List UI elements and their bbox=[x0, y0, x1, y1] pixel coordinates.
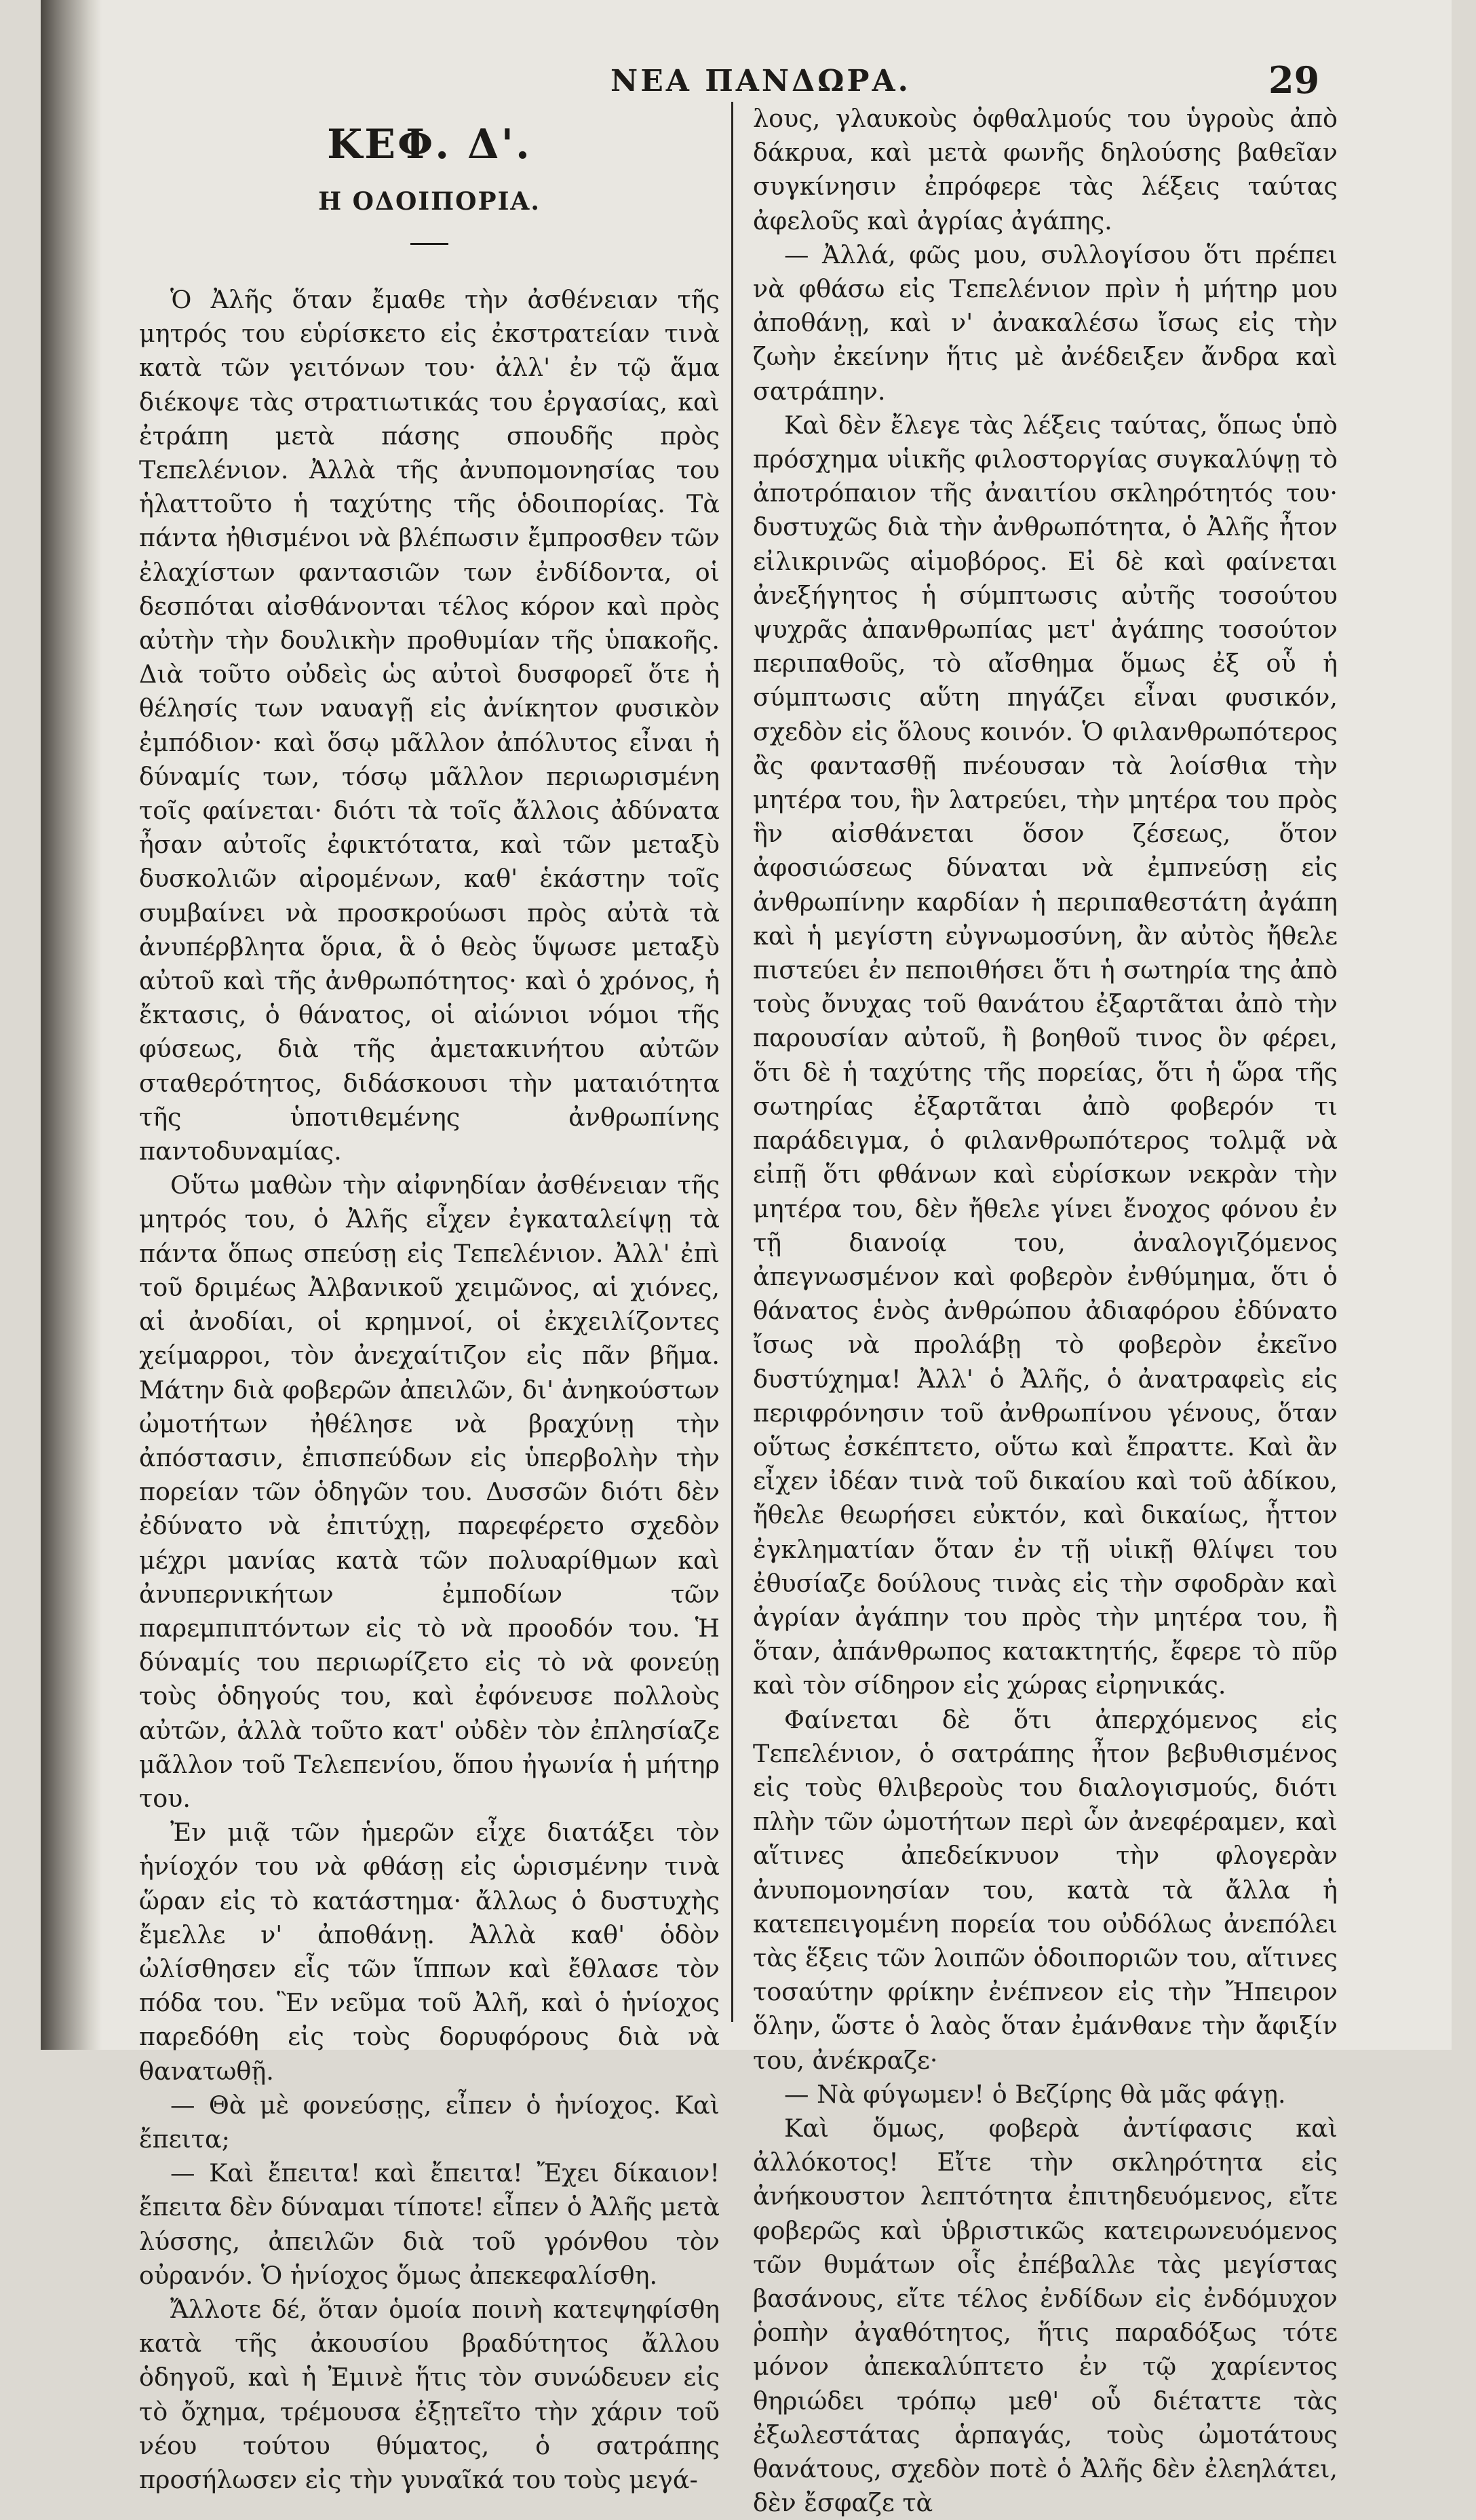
running-header bbox=[0, 58, 1476, 106]
chapter-title: ΚΕΦ. Δ'. bbox=[327, 121, 532, 168]
page-number: 29 bbox=[1268, 58, 1320, 102]
paragraph: Οὕτω μαθὼν τὴν αἰφνηδίαν ἀσθένειαν τῆς μητρός του, ὁ Ἀλῆς εἶχεν ἐγκαταλείψῃ τὰ πάντα ὅπως σπεύσῃ εἰς Τεπελένιον. Ἀλλ' ἐπὶ τοῦ δριμέως Ἀλβανικοῦ χειμῶνος, αἱ χιόνες, αἱ ἀνοδίαι, οἱ κρημνοί, οἱ ἐκχειλίζοντες χείμαρροι, τὸν ἀνεχαίτιζον εἰς πᾶν βῆμα. Μάτην διὰ φοβερῶν ἀπειλῶν, δι' ἀνηκούστων ὠμοτήτων ἠθέλησε νὰ βραχύνῃ τὴν ἀπόστασιν, ἐπισπεύδων εἰς ὑπερβολὴν τὴν πορείαν τῶν ὁδηγῶν του. Δυσσῶν διότι δὲν ἐδύνατο νὰ ἐπιτύχῃ, παρεφέρετο σχεδὸν μέχρι μανίας κατὰ τῶν πολυαρίθμων καὶ ἀνυπερνικήτων ἐμποδίων τῶν παρεμπιπτόντων εἰς τὸ νὰ προοδόν του. Ἡ δύναμίς του περιωρίζετο εἰς τὸ νὰ φονεύῃ τοὺς ὁδηγούς του, καὶ ἐφόνευσε πολλοὺς αὐτῶν, ἀλλὰ τοῦτο κατ' οὐδὲν τὸν ἐπλησίαζε μᾶλλον τοῦ Τελεπενίου, ὅπου ἠγωνία ἡ μήτηρ του. bbox=[139, 1170, 720, 1813]
paragraph-continuation: λους, γλαυκοὺς ὀφθαλμούς του ὑγροὺς ἀπὸ δάκρυα, καὶ μετὰ φωνῆς δηλούσης βαθεῖαν συγκίνησιν ἐπρόφερε τὰς λέξεις ταύτας ἀφελοῦς καὶ ἀγρίας ἀγάπης. bbox=[753, 104, 1338, 235]
paragraph: Ἄλλοτε δέ, ὅταν ὁμοία ποινὴ κατεψηφίσθη κατὰ τῆς ἀκουσίου βραδύτητος ἄλλου ὁδηγοῦ, καὶ ἡ Ἐμινὲ ἥτις τὸν συνώδευεν εἰς τὸ ὄχημα, τρέμουσα ἐξῃτεῖτο τὴν χάριν τοῦ νέου τούτου θύματος, ὁ σατράπης προσήλωσεν εἰς τὴν γυναῖκά του τοὺς μεγά- bbox=[139, 2294, 720, 2494]
section-title: Η ΟΔΟΙΠΟΡΙΑ. bbox=[318, 187, 541, 216]
paragraph: Καὶ ὅμως, φοβερὰ ἀντίφασις καὶ ἀλλόκοτος! Εἴτε τὴν σκληρότητα εἰς ἀνήκουστον λεπτότητα ἐπιτηδευόμενος, εἴτε φοβερῶς καὶ ὑβριστικῶς κατειρωνευόμενος τῶν θυμάτων οἷς ἐπέβαλλε τὰς μεγίστας βασάνους, εἴτε τέλος ἐνδίδων εἰς ἐνδόμυχον ῥοπὴν ἀγαθότητος, ἥτις παραδόξως τότε μόνον ἀπεκαλύπτετο ἐν τῷ χαρίεντος θηριώδει τρόπῳ μεθ' οὗ διέταττε τὰς ἐξωλεστάτας ἁρπαγάς, τοὺς ὠμοτάτους θανάτους, σχεδὸν ποτὲ ὁ Ἀλῆς δὲν ἐλεηλάτει, δὲν ἔσφαζε τὰ bbox=[753, 2113, 1338, 2518]
paragraph: Καὶ δὲν ἔλεγε τὰς λέξεις ταύτας, ὅπως ὑπὸ πρόσχημα υἱικῆς φιλοστοργίας συγκαλύψῃ τὸ ἀποτρόπαιον τῆς ἀναιτίου σκληρότητός του· δυστυχῶς διὰ τὴν ἀνθρωπότητα, ὁ Ἀλῆς ἦτον εἰλικρινῶς αἱμοβόρος. Εἰ δὲ καὶ φαίνεται ἀνεξήγητος ἡ σύμπτωσις αὐτῆς τοσούτου ψυχρᾶς ἀπανθρωπίας μετ' ἀγάπης τοσούτον περιπαθοῦς, τὸ αἴσθημα ὅμως ἐξ οὗ ἡ σύμπτωσις αὕτη πηγάζει εἶναι φυσικόν, σχεδὸν εἰς ὅλους κοινόν. Ὁ φιλανθρωπότερος ἂς φαντασθῇ πνέουσαν τὰ λοίσθια τὴν μητέρα του, ἣν λατρεύει, τὴν μητέρα του πρὸς ἣν αἰσθάνεται ὅσον ζέσεως, ὅτον ἀφοσιώσεως δύναται νὰ ἐμπνεύσῃ εἰς ἀνθρωπίνην καρδίαν ἡ περιπαθεστάτη ἀγάπη καὶ ἡ μεγίστη εὐγνωμοσύνη, ἂν αὐτὸς ἤθελε πιστεύει ἐν πεποιθήσει ὅτι ἡ σωτηρία της ἀπὸ τοὺς ὄνυχας τοῦ θανάτου ἐξαρτᾶται ἀπὸ τὴν παρουσίαν αὐτοῦ, ἢ βοηθοῦ τινος ὃν φέρει, ὅτι δὲ ἡ ταχύτης τῆς πορείας, ὅτι ἡ ὥρα τῆς σωτηρίας ἐξαρτᾶται ἀπὸ φοβερόν τι παράδειγμα, ὁ φιλανθρωπότερος τολμᾷ νὰ εἰπῇ ὅτι φθάνων καὶ εὑρίσκων νεκρὰν τὴν μητέρα του, δὲν ἤθελε γίνει ἔνοχος φόνου ἐν τῇ διανοίᾳ του, ἀναλογιζόμενος ἀπεγνωσμένον καὶ φοβερὸν ἐνθύμημα, ὅτι ὁ θάνατος ἑνὸς ἀνθρώπου ἀδιαφόρου ἐδύνατο ἴσως νὰ προλάβῃ τὸ φοβερὸν ἐκεῖνο δυστύχημα! Ἀλλ' ὁ Ἀλῆς, ὁ ἀνατραφεὶς εἰς περιφρόνησιν τοῦ ἀνθρωπίνου γένους, ὅταν οὕτως ἐσκέπτετο, οὕτω καὶ ἔπραττε. Καὶ ἂν εἶχεν ἰδέαν τινὰ τοῦ δικαίου καὶ τοῦ ἀδίκου, ἤθελε θεωρήσει εὐκτόν, καὶ δικαίως, ἧττον ἐγκληματίαν ὅταν ἐν τῇ υἱικῇ θλίψει του ἐθυσίαζε δούλους τινὰς εἰς τὴν σφοδρὰν καὶ ἀγρίαν ἀγάπην του πρὸς τὴν μητέρα του, ἢ ὅταν, ἀπάνθρωπος κατακτητής, ἔφερε τὸ πῦρ καὶ τὸν σίδηρον εἰς χώρας εἰρηνικάς. bbox=[753, 410, 1338, 1700]
journal-title: ΝΕΑ ΠΑΝΔΩΡΑ. bbox=[610, 64, 911, 98]
paragraph: Ἐν μιᾷ τῶν ἡμερῶν εἶχε διατάξει τὸν ἡνίοχόν του νὰ φθάσῃ εἰς ὡρισμένην τινὰ ὥραν εἰς τὸ κατάστημα· ἄλλως ὁ δυστυχὴς ἔμελλε ν' ἀποθάνῃ. Ἀλλὰ καθ' ὁδὸν ὠλίσθησεν εἷς τῶν ἵππων καὶ ἔθλασε τὸν πόδα του. Ἓν νεῦμα τοῦ Ἀλῆ, καὶ ὁ ἡνίοχος παρεδόθη εἰς τοὺς δορυφόρους διὰ νὰ θανατωθῇ. bbox=[139, 1818, 720, 2086]
dialogue-line: — Νὰ φύγωμεν! ὁ Βεζίρης θὰ μᾶς φάγῃ. bbox=[784, 2079, 1286, 2109]
binding-shadow bbox=[41, 0, 102, 2050]
dialogue-line: — Ἀλλά, φῶς μου, συλλογίσου ὅτι πρέπει νὰ φθάσω εἰς Τεπελένιον πρὶν ἡ μήτηρ μου ἀποθάνῃ, καὶ ν' ἀνακαλέσω ἴσως εἰς τὴν ζωὴν ἐκείνην ἥτις μὲ ἀνέδειξεν ἄνδρα καὶ σατράπην. bbox=[753, 240, 1338, 406]
column-divider bbox=[731, 102, 733, 2022]
dialogue-line: — Θὰ μὲ φονεύσῃς, εἶπεν ὁ ἡνίοχος. Καὶ ἔπειτα; bbox=[139, 2090, 720, 2154]
right-column bbox=[753, 102, 1338, 2520]
left-column bbox=[139, 102, 720, 2497]
dialogue-line: — Καὶ ἔπειτα! καὶ ἔπειτα! Ἔχει δίκαιον! ἔπειτα δὲν δύναμαι τίποτε! εἶπεν ὁ Ἀλῆς μετὰ λύσσης, ἀπειλῶν διὰ τοῦ γρόνθου τὸν οὐρανόν. Ὁ ἡνίοχος ὅμως ἀπεκεφαλίσθη. bbox=[139, 2158, 720, 2290]
paragraph: Φαίνεται δὲ ὅτι ἀπερχόμενος εἰς Τεπελένιον, ὁ σατράπης ἦτον βεβυθισμένος εἰς τοὺς θλιβεροὺς του διαλογισμούς, διότι πλὴν τῶν ὠμοτήτων περὶ ὧν ἀνεφέραμεν, καὶ αἵτινες ἀπεδείκνυον τὴν φλογερὰν ἀνυπομονησίαν του, κατὰ τὰ ἄλλα ἡ κατεπειγομένη πορεία του οὐδόλως ἀνεπόλει τὰς ἕξεις τῶν λοιπῶν ὁδοιποριῶν του, αἵτινες τοσαύτην φρίκην ἐνέπνεον εἰς τὴν Ἤπειρον ὅλην, ὥστε ὁ λαὸς ὅταν ἐμάνθανε τὴν ἄφιξίν του, ἀνέκραζε· bbox=[753, 1704, 1338, 2075]
paragraph: Ὁ Ἀλῆς ὅταν ἔμαθε τὴν ἀσθένειαν τῆς μητρός του εὑρίσκετο εἰς ἐκστρατείαν τινὰ κατὰ τῶν γειτόνων του· ἀλλ' ἐν τῷ ἅμα διέκοψε τὰς στρατιωτικάς του ἐργασίας, καὶ ἐτράπη μετὰ πάσης σπουδῆς πρὸς Τεπελένιον. Ἀλλὰ τῆς ἀνυπομονησίας του ἡλαττοῦτο ἡ ταχύτης τῆς ὁδοιπορίας. Τὰ πάντα ἠθισμένοι νὰ βλέπωσιν ἔμπροσθεν τῶν ἐλαχίστων φαντασιῶν των ἐνδίδοντα, οἱ δεσπόται αἰσθάνονται τέλος κόρον καὶ πρὸς αὐτὴν τὴν δουλικὴν προθυμίαν τῆς ὑπακοῆς. Διὰ τοῦτο οὐδεὶς ὡς αὐτοὶ δυσφορεῖ ὅτε ἡ θέλησίς των ναυαγῇ εἰς ἀνίκητον φυσικὸν ἐμπόδιον· καὶ ὅσῳ μᾶλλον ἀπόλυτος εἶναι ἡ δύναμίς των, τόσῳ μᾶλλον περιωρισμένη τοῖς φαίνεται· διότι τὰ τοῖς ἄλλοις ἀδύνατα ἦσαν αὐτοῖς ἐφικτότατα, καὶ τῶν μεταξὺ δυσκολιῶν αἰρομένων, καθ' ἑκάστην τοῖς συμβαίνει νὰ προσκρούωσι πρὸς αὐτὰ τὰ ἀνυπέρβλητα ὅρια, ἃ ὁ θεὸς ὕψωσε μεταξὺ αὐτοῦ καὶ τῆς ἀνθρωπότητος· καὶ ὁ χρόνος, ἡ ἔκτασις, ὁ θάνατος, οἱ αἰώνιοι νόμοι τῆς φύσεως, διὰ τῆς ἀμετακινήτου αὐτῶν σταθερότητος, διδάσκουσι τὴν ματαιότητα τῆς ὑποτιθεμένης ἀνθρωπίνης παντοδυναμίας. bbox=[139, 285, 720, 1166]
title-separator bbox=[410, 243, 448, 245]
